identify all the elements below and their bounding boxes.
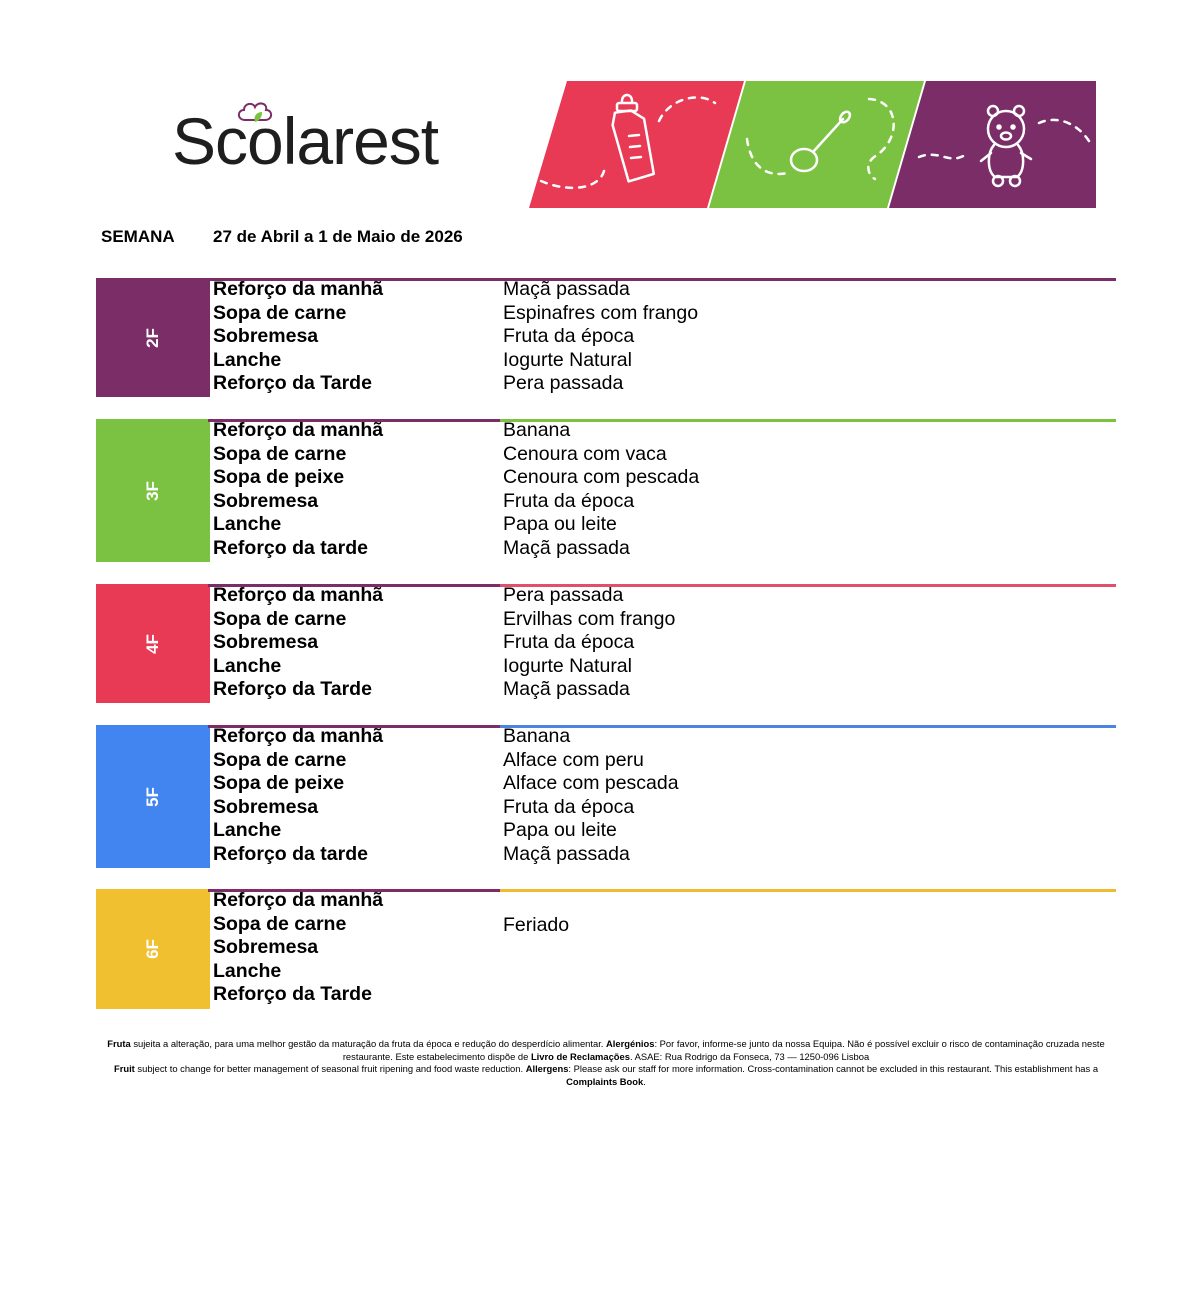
divider-line — [500, 889, 1116, 892]
menu-item: Papa ou leite — [503, 513, 617, 535]
menu-item: Banana — [503, 419, 571, 441]
meal-name: Sopa de carne — [213, 301, 347, 324]
meal-name: Lanche — [213, 654, 282, 677]
menu-item: Iogurte Natural — [503, 348, 632, 371]
menu-item: Alface com pescada — [503, 772, 679, 794]
meal-list — [213, 419, 383, 560]
meal-name: Reforço da manhã — [213, 278, 384, 300]
day-label-2f: 2F — [96, 278, 210, 397]
meal-name: Reforço da manhã — [213, 889, 384, 911]
day-label-3f: 3F — [96, 419, 210, 562]
menu-item: Pera passada — [503, 584, 624, 606]
day-block-5f — [96, 725, 1116, 869]
meal-name: Reforço da Tarde — [213, 983, 372, 1005]
menu-item: Pera passada — [503, 372, 624, 394]
day-label-4f: 4F — [96, 584, 210, 703]
menu-item: Maçã passada — [503, 678, 630, 700]
meal-name: Sopa de carne — [213, 912, 347, 935]
meal-name: Lanche — [213, 959, 282, 982]
menu-item: Maçã passada — [503, 842, 630, 865]
meal-name: Sobremesa — [213, 936, 319, 958]
meal-name: Sopa de carne — [213, 442, 347, 465]
meal-name: Reforço da manhã — [213, 584, 384, 606]
meal-name: Sobremesa — [213, 489, 319, 512]
meal-list — [213, 584, 383, 702]
meal-name: Sopa de carne — [213, 748, 347, 771]
menu-item: Fruta da época — [503, 631, 635, 653]
day-block-3f — [96, 419, 1116, 563]
meal-name: Sopa de carne — [213, 607, 347, 630]
meal-name: Reforço da tarde — [213, 842, 368, 865]
menu-item: Banana — [503, 725, 571, 747]
meal-name: Sobremesa — [213, 631, 319, 653]
week-label: SEMANA — [101, 227, 175, 246]
meal-name: Sobremesa — [213, 795, 319, 818]
menu-item: Fruta da época — [503, 325, 635, 347]
menu-item: Papa ou leite — [503, 819, 617, 841]
meal-name: Reforço da manhã — [213, 419, 384, 441]
menu-item-list — [503, 584, 675, 702]
meal-name: Reforço da manhã — [213, 725, 384, 747]
meal-name: Sopa de peixe — [213, 466, 345, 488]
menu-item: Cenoura com vaca — [503, 442, 667, 465]
menu-item: Cenoura com pescada — [503, 466, 700, 488]
day-label-5f: 5F — [96, 725, 210, 868]
meal-name: Lanche — [213, 819, 282, 841]
meal-list — [213, 889, 383, 1007]
header-banner — [529, 81, 1096, 208]
meal-name: Reforço da Tarde — [213, 678, 372, 700]
brand-name: Scolarest — [172, 104, 439, 178]
menu-item-list — [503, 419, 699, 560]
meal-name: Lanche — [213, 348, 282, 371]
menu-item: Alface com peru — [503, 748, 644, 771]
day-block-4f — [96, 584, 1116, 704]
meal-name: Sopa de peixe — [213, 772, 345, 794]
menu-item: Fruta da época — [503, 795, 635, 818]
menu-item-list — [503, 278, 698, 396]
brand-logo — [172, 100, 462, 180]
meal-list — [213, 725, 383, 866]
meal-name: Lanche — [213, 513, 282, 535]
footer-pt: Fruta sujeita a alteração, para uma melhor gestão da maturação da fruta da época e redução do desperdício alimentar. Alergénios: Por favor, informe-se junto da nossa Equipa. Não é possível excluir o risco de contaminação cruzada neste restaurante. Este estabelecimento dispõe de Livro de Reclamações. ASAE: Rua Rodrigo da Fonseca, 73 — 1250-096 Lisboa — [107, 1038, 1105, 1062]
menu-item: Fruta da época — [503, 489, 635, 512]
menu-item: Maçã passada — [503, 536, 630, 559]
footer-en: Fruit subject to change for better management of seasonal fruit ripening and food waste reduction. Allergens: Please ask our staff for more information. Cross-contamination cannot be excluded in this restaurant. This establishment has a Complaints Book. — [113, 1063, 1099, 1088]
menu-item-list — [503, 725, 679, 866]
menu-item: Ervilhas com frango — [503, 607, 676, 630]
day-label-6f: 6F — [96, 889, 210, 1009]
menu-item: Espinafres com frango — [503, 301, 699, 324]
day-block-2f — [96, 278, 1116, 398]
meal-list — [213, 278, 383, 396]
menu-item-list — [503, 914, 569, 938]
meal-name: Reforço da Tarde — [213, 372, 372, 394]
menu-item: Feriado — [503, 914, 570, 936]
footer-notice — [96, 1038, 1116, 1089]
meal-name: Reforço da tarde — [213, 536, 368, 559]
meal-name: Sobremesa — [213, 325, 319, 347]
day-block-6f — [96, 889, 1116, 1010]
menu-item: Iogurte Natural — [503, 654, 632, 677]
week-range: 27 de Abril a 1 de Maio de 2026 — [213, 227, 463, 246]
menu-item: Maçã passada — [503, 278, 630, 300]
